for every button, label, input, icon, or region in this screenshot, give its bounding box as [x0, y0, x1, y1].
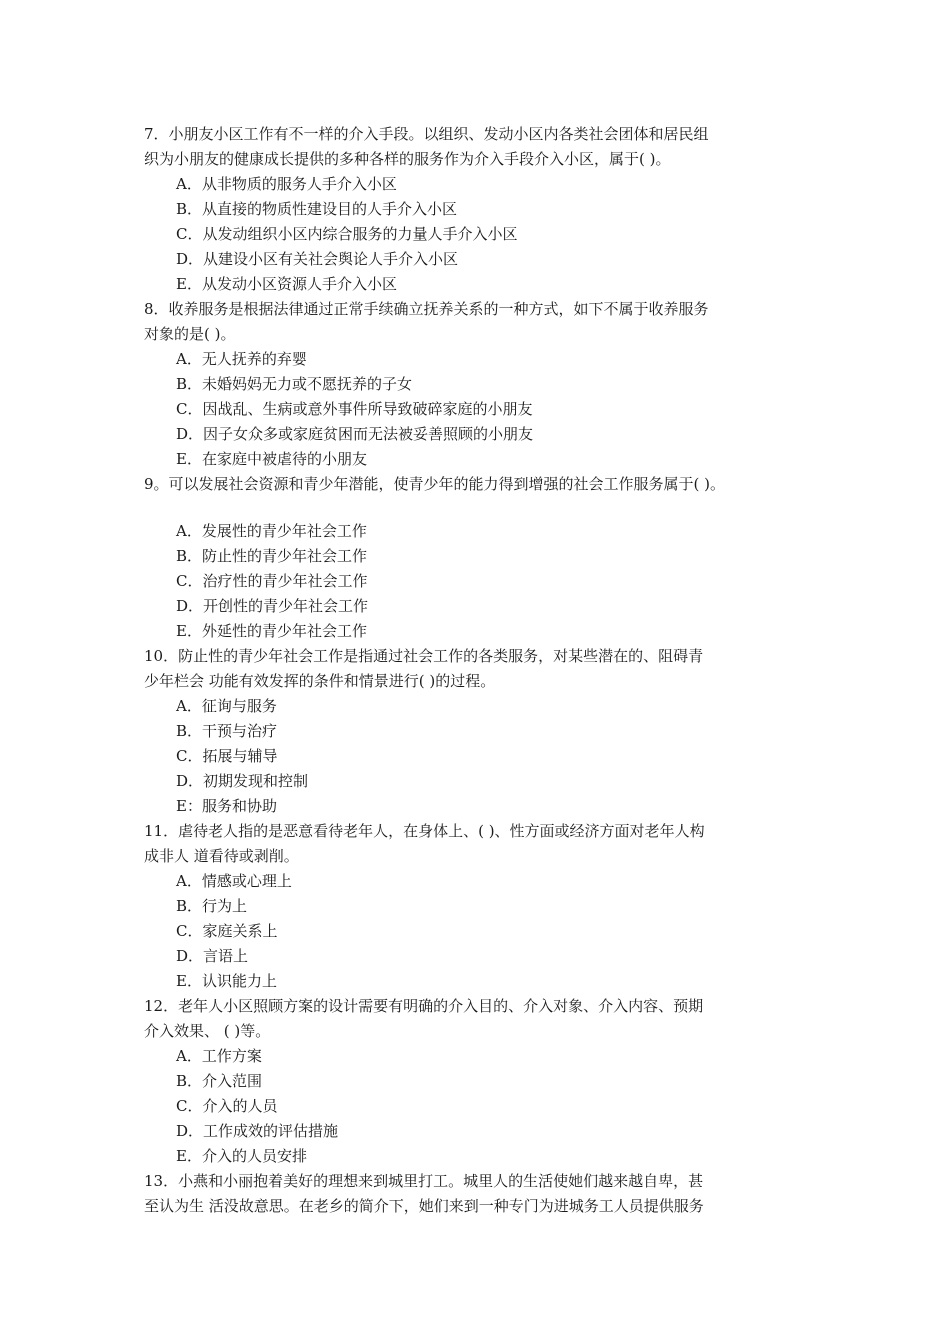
option-c: C．家庭关系上 [176, 922, 278, 940]
stem-line: 少年栏会 功能有效发挥的条件和情景进行( )的过程。 [144, 672, 496, 690]
option-d: D．初期发现和控制 [176, 772, 309, 790]
question-8 [144, 297, 784, 472]
option-a: A．无人抚养的弃婴 [176, 350, 307, 368]
question-stem [144, 994, 784, 1044]
question-11 [144, 819, 784, 994]
stem-line: 至认为生 活没故意思。在老乡的简介下，她们来到一种专门为进城务工人员提供服务 [144, 1197, 704, 1215]
stem-line: 11．虐待老人指的是恶意看待老年人，在身体上、( )、性方面或经济方面对老年人构 [144, 822, 705, 840]
option-e: E．认识能力上 [176, 972, 277, 990]
question-stem [144, 819, 784, 869]
question-7 [144, 122, 784, 297]
question-list [144, 122, 784, 1219]
option-b: B．未婚妈妈无力或不愿抚养的子女 [176, 375, 413, 393]
option-a: A．从非物质的服务人手介入小区 [176, 175, 397, 193]
option-d: D．开创性的青少年社会工作 [176, 597, 369, 615]
stem-line: 8．收养服务是根据法律通过正常手续确立抚养关系的一种方式，如下不属于收养服务 [144, 300, 709, 318]
stem-line: 7．小朋友小区工作有不一样的介入手段。以组织、发动小区内各类社会团体和居民组 [144, 125, 709, 143]
question-stem [144, 1169, 784, 1219]
option-c: C．介入的人员 [176, 1097, 278, 1115]
stem-line: 织为小朋友的健康成长提供的多种各样的服务作为介入手段介入小区，属于( )。 [144, 150, 671, 168]
option-c: C．治疗性的青少年社会工作 [176, 572, 368, 590]
option-e: E：服务和协助 [176, 797, 277, 815]
option-a: A．情感或心理上 [176, 872, 292, 890]
option-a: A．征询与服务 [176, 697, 277, 715]
stem-line: 对象的是( )。 [144, 325, 236, 343]
option-e: E．在家庭中被虐待的小朋友 [176, 450, 367, 468]
option-c: C．因战乱、生病或意外事件所导致破碎家庭的小朋友 [176, 400, 533, 418]
option-e: E．外延性的青少年社会工作 [176, 622, 367, 640]
question-stem [144, 297, 784, 347]
option-b: B．防止性的青少年社会工作 [176, 547, 368, 565]
question-stem [144, 472, 784, 497]
question-stem [144, 644, 784, 694]
option-e: E．介入的人员安排 [176, 1147, 307, 1165]
option-c: C．从发动组织小区内综合服务的力量人手介入小区 [176, 225, 518, 243]
stem-line: 9。可以发展社会资源和青少年潜能，使青少年的能力得到增强的社会工作服务属于( )。 [144, 475, 726, 493]
question-stem [144, 122, 784, 172]
question-12 [144, 994, 784, 1169]
stem-line: 成非人 道看待或剥削。 [144, 847, 299, 865]
question-9 [144, 472, 784, 644]
question-13 [144, 1169, 784, 1219]
stem-line: 12．老年人小区照顾方案的设计需要有明确的介入目的、介入对象、介入内容、预期 [144, 997, 704, 1015]
option-b: B．行为上 [176, 897, 248, 915]
option-d: D．从建设小区有关社会舆论人手介入小区 [176, 250, 459, 268]
option-d: D．工作成效的评估措施 [176, 1122, 339, 1140]
stem-line: 13．小燕和小丽抱着美好的理想来到城里打工。城里人的生活使她们越来越自卑，甚 [144, 1172, 704, 1190]
stem-line: 10．防止性的青少年社会工作是指通过社会工作的各类服务，对某些潜在的、阻碍青 [144, 647, 704, 665]
stem-line: 介入效果、 ( )等。 [144, 1022, 271, 1040]
option-a: A．工作方案 [176, 1047, 262, 1065]
option-e: E．从发动小区资源人手介入小区 [176, 275, 397, 293]
option-d: D．因子女众多或家庭贫困而无法被妥善照顾的小朋友 [176, 425, 534, 443]
option-a: A．发展性的青少年社会工作 [176, 522, 367, 540]
option-b: B．介入范围 [176, 1072, 263, 1090]
option-b: B．从直接的物质性建设目的人手介入小区 [176, 200, 458, 218]
option-d: D．言语上 [176, 947, 249, 965]
option-b: B．干预与治疗 [176, 722, 278, 740]
question-10 [144, 644, 784, 819]
option-c: C．拓展与辅导 [176, 747, 278, 765]
